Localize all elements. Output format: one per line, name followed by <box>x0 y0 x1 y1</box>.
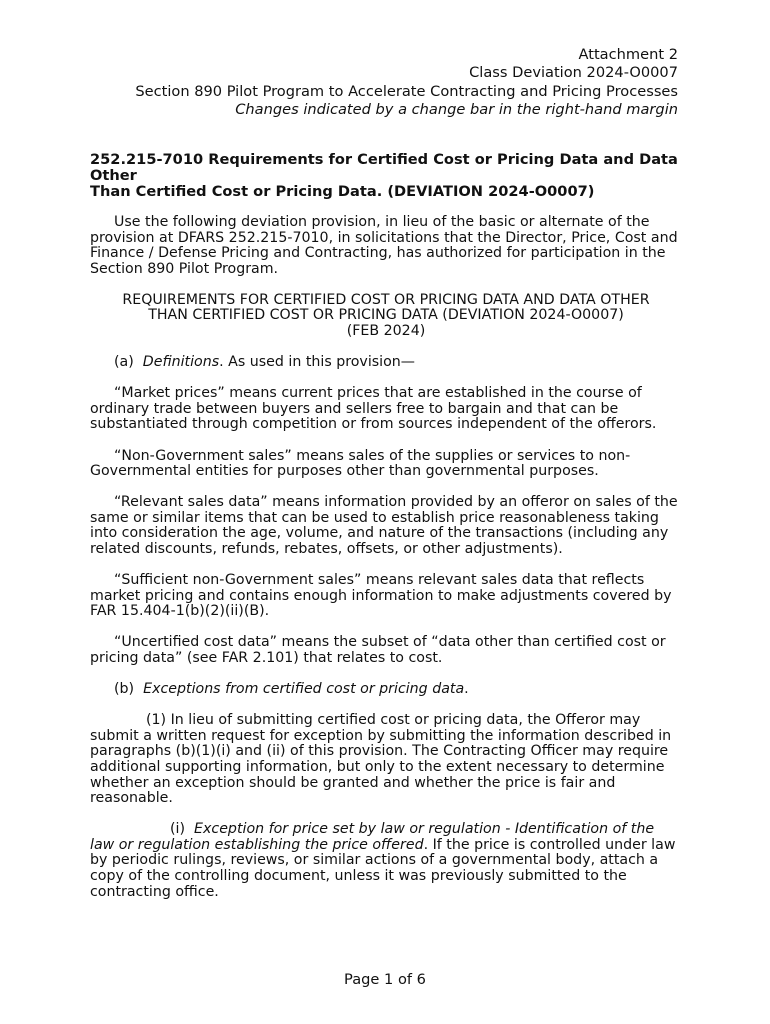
paragraph-b1-i-label: (i) <box>170 821 186 838</box>
header-change-note: Changes indicated by a change bar in the right-hand margin <box>235 101 678 119</box>
paragraph-b1-i-text: . If the price is controlled under law by periodic rulings, reviews, or similar actions of a governmental body, attach a copy of the controlling document, unless it was previously submitted to the contracting office. <box>90 836 676 900</box>
definition-non-government-sales: “Non-Government sales” means sales of the supplies or services to non-Governmental entities for purposes other than governmental purposes. <box>90 447 631 480</box>
clause-title-line1: 252.215-7010 Requirements for Certified Cost or Pricing Data and Data Other <box>90 151 678 184</box>
paragraph-a-title: Definitions <box>142 354 220 371</box>
paragraph-b1-i-title: Exception for price set by law or regulation - Identification of the law or regulation establishing the price offered <box>90 821 655 853</box>
intro-paragraph: Use the following deviation provision, in lieu of the basic or alternate of the provision at DFARS 252.215-7010, in solicitations that the Director, Price, Cost and Finance / Defense Pricing and Contracting, has authorized for participation in the Section 890 Pilot Program. <box>90 214 678 277</box>
provision-heading-line1: REQUIREMENTS FOR CERTIFIED COST OR PRICING DATA AND DATA OTHER <box>122 291 650 308</box>
clause-title <box>90 152 682 200</box>
provision-heading <box>90 293 682 340</box>
header-program: Section 890 Pilot Program to Accelerate Contracting and Pricing Processes <box>135 82 678 100</box>
paragraph-b1: (1) In lieu of submitting certified cost or pricing data, the Offeror may submit a written request for exception by submitting the information described in paragraphs (b)(1)(i) and (ii) of this provision. The Contracting Officer may require additional supporting information, but only to the extent necessary to determine whether an exception should be granted and whether the price is fair and reasonable. <box>90 712 672 807</box>
paragraph-b-title: Exceptions from certified cost or pricing data <box>143 681 465 698</box>
paragraph-b-text: . <box>464 681 469 698</box>
attachment-header <box>135 46 678 120</box>
paragraph-b1-i <box>90 822 682 900</box>
paragraph-a-text: . As used in this provision— <box>219 354 415 371</box>
definition-uncertified-cost-data: “Uncertified cost data” means the subset of “data other than certified cost or pricing data” (see FAR 2.101) that relates to cost. <box>90 634 666 666</box>
provision-heading-line2: THAN CERTIFIED COST OR PRICING DATA (DEVIATION 2024-O0007) <box>148 307 624 324</box>
header-attachment: Attachment 2 <box>578 46 678 63</box>
page-number: Page 1 of 6 <box>344 971 426 988</box>
clause-title-line2: Than Certified Cost or Pricing Data. (DEVIATION 2024-O0007) <box>90 183 595 200</box>
document-body <box>90 152 682 916</box>
paragraph-a <box>90 355 682 371</box>
definition-sufficient-sales: “Sufficient non-Government sales” means relevant sales data that reflects market pricing and contains enough information to make adjustments covered by FAR 15.404-1(b)(2)(ii)(B). <box>90 572 672 620</box>
header-class-deviation: Class Deviation 2024-O0007 <box>469 64 678 82</box>
paragraph-b-label: (b) <box>114 681 135 698</box>
paragraph-b <box>90 682 682 698</box>
provision-heading-date: (FEB 2024) <box>346 323 426 340</box>
definition-market-prices: “Market prices” means current prices that are established in the course of ordinary trade between buyers and sellers free to bargain and that can be substantiated through competition or from sources independent of the offerors. <box>90 385 657 433</box>
paragraph-a-label: (a) <box>114 354 134 371</box>
definition-relevant-sales-data: “Relevant sales data” means information provided by an offeror on sales of the same or similar items that can be used to establish price reasonableness taking into consideration the age, volume, and nature of the transactions (including any related discounts, refunds, rebates, offsets, or other adjustments). <box>90 494 678 557</box>
